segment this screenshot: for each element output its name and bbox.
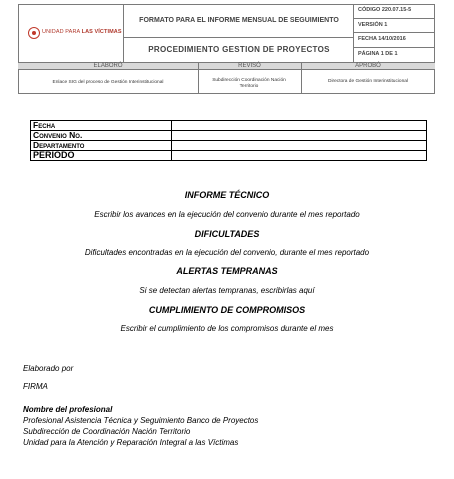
aprobo-value: Directora de Gestión Interinstitucional bbox=[328, 79, 408, 84]
alertas-text: Si se detectan alertas tempranas, escribirlas aquí bbox=[139, 286, 315, 295]
signature-block bbox=[23, 404, 258, 448]
dificultades-title: DIFICULTADES bbox=[194, 229, 260, 239]
periodo-field[interactable] bbox=[172, 151, 427, 161]
table-row bbox=[31, 121, 427, 131]
professional-unit: Unidad para la Atención y Reparación Integral a las Víctimas bbox=[23, 438, 239, 447]
reviso-label: REVISÓ bbox=[238, 63, 261, 69]
elaborado-por-label: Elaborado por bbox=[23, 364, 74, 373]
fecha-label: Fecha bbox=[31, 121, 172, 131]
version-label: VERSIÓN 1 bbox=[354, 19, 435, 34]
departamento-label: Departamento bbox=[31, 141, 172, 151]
table-row bbox=[31, 151, 427, 161]
dificultades-text: Dificultades encontradas en la ejecución del convenio, durante el mes reportado bbox=[84, 248, 370, 257]
column-divider bbox=[301, 62, 302, 94]
fecha-field[interactable] bbox=[172, 121, 427, 131]
convenio-field[interactable] bbox=[172, 131, 427, 141]
aprobo-label: APROBÓ bbox=[355, 63, 381, 69]
page-label: PÁGINA 1 DE 1 bbox=[358, 50, 398, 57]
informe-tecnico-text: Escribir los avances en la ejecución del convenio durante el mes reportado bbox=[94, 210, 360, 219]
column-divider bbox=[198, 62, 199, 94]
elaboro-value: Enlace SIG del proceso de Gestión Interinstitucional bbox=[52, 80, 164, 85]
elaboro-label: ELABORÓ bbox=[93, 63, 123, 69]
periodo-label: PERIODO bbox=[31, 151, 172, 161]
table-row bbox=[31, 141, 427, 151]
logo-seal-icon bbox=[28, 27, 40, 39]
info-fields-table bbox=[30, 120, 427, 161]
date-label: FECHA 14/10/2016 bbox=[354, 33, 435, 48]
professional-name: Nombre del profesional bbox=[23, 405, 113, 414]
compromisos-title: CUMPLIMIENTO DE COMPROMISOS bbox=[148, 305, 306, 315]
code-label: CÓDIGO 220.07.15-5 bbox=[354, 4, 435, 19]
table-row bbox=[31, 131, 427, 141]
organization-logo: UNIDAD PARA LAS VÍCTIMAS bbox=[42, 29, 122, 35]
form-title: FORMATO PARA EL INFORME MENSUAL DE SEGUIMIENTO bbox=[139, 17, 339, 24]
departamento-field[interactable] bbox=[172, 141, 427, 151]
professional-subdirection: Subdirección de Coordinación Nación Territorio bbox=[23, 427, 191, 436]
procedure-title: PROCEDIMIENTO GESTION DE PROYECTOS bbox=[148, 45, 330, 54]
informe-tecnico-title: INFORME TÉCNICO bbox=[184, 190, 270, 200]
alertas-title: ALERTAS TEMPRANAS bbox=[176, 266, 278, 276]
compromisos-text: Escribir el cumplimiento de los compromisos durante el mes bbox=[120, 324, 334, 333]
convenio-label: Convenio No. bbox=[31, 131, 172, 141]
reviso-value: Subdirección Coordinación Nación Territorio bbox=[212, 78, 286, 89]
professional-role: Profesional Asistencia Técnica y Seguimiento Banco de Proyectos bbox=[23, 416, 259, 425]
firma-label: FIRMA bbox=[23, 382, 48, 391]
